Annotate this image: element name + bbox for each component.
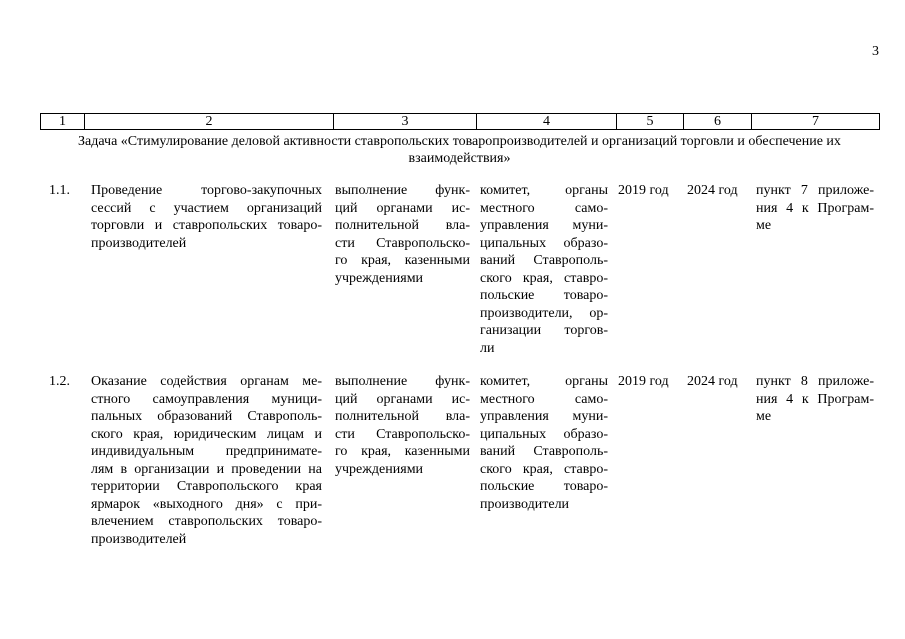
text-line: управления муни- [480,218,608,233]
task-heading-line-2: взаимодействия» [408,151,511,166]
text-line: полнительной вла- [335,409,470,424]
text-line: ципальных образо- [480,235,608,251]
row-number: 1.1. [49,183,70,198]
indicator-link [756,182,874,235]
text-line: учреждениями [335,461,424,477]
text-line: Проведение торгово-закупочных [91,183,322,198]
text-line: го края, казенными [335,253,470,268]
indicator-link [756,373,874,426]
text-line: ций органами ис- [335,391,470,407]
end-year: 2024 год [687,374,738,389]
text-line: ского края, юридическим лицам и [91,426,322,442]
task-heading [40,133,879,167]
text-line: индивидуальным предпринимате- [91,444,322,459]
text-line: местного само- [480,200,608,216]
page-number: 3 [872,44,879,59]
text-line: пункт 7 приложе- [756,183,874,198]
column-number-5: 5 [617,114,684,130]
column-number-4: 4 [477,114,617,130]
text-line: территории Ставропольского края [91,479,322,494]
column-number-7: 7 [752,114,880,130]
responsible-executor [335,182,470,287]
text-line: польские товаро- [480,479,608,494]
text-line: ганизации торгов- [480,323,608,338]
text-line: пункт 8 приложе- [756,374,874,389]
text-line: влечением ставропольских товаро- [91,514,322,529]
activity-description [91,373,322,548]
text-line: ли [480,340,495,356]
start-year: 2019 год [618,374,669,389]
text-line: полнительной вла- [335,218,470,233]
text-line: сессий с участием организаций [91,200,322,216]
text-line: польские товаро- [480,288,608,303]
text-line: ского края, ставро- [480,270,608,286]
text-line: комитет, органы [480,374,608,389]
text-line: комитет, органы [480,183,608,198]
end-year: 2024 год [687,183,738,198]
text-line: ярмарок «выходного дня» с при- [91,496,322,512]
text-line: ваний Ставрополь- [480,444,608,459]
text-line: производителей [91,531,187,547]
text-line: ния 4 к Програм- [756,391,874,407]
text-line: ваний Ставрополь- [480,253,608,268]
column-number-1: 1 [41,114,85,130]
text-line: ципальных образо- [480,426,608,442]
text-line: торговли и ставропольских товаро- [91,218,322,233]
text-line: ций органами ис- [335,200,470,216]
text-line: ме [756,218,772,233]
text-line: выполнение функ- [335,374,470,389]
participants [480,182,608,357]
text-line: Оказание содействия органам ме- [91,374,322,389]
task-heading-line-1: Задача «Стимулирование деловой активности ставропольских товаропроизводителей и организаций торговли и обеспечение их [78,134,841,149]
row-number: 1.2. [49,374,70,389]
text-line: производители [480,496,570,512]
column-number-2: 2 [85,114,334,130]
text-line: ского края, ставро- [480,461,608,477]
participants [480,373,608,513]
start-year: 2019 год [618,183,669,198]
text-line: производители, ор- [480,305,608,321]
text-line: производителей [91,235,187,251]
column-number-header [40,113,880,130]
text-line: лям в организации и проведении на [91,461,322,477]
column-number-6: 6 [684,114,752,130]
text-line: пальных образований Ставрополь- [91,409,322,424]
activity-description [91,182,322,252]
text-line: ния 4 к Програм- [756,200,874,216]
text-line: сти Ставропольско- [335,235,470,251]
text-line: учреждениями [335,270,424,286]
text-line: местного само- [480,391,608,407]
text-line: управления муни- [480,409,608,424]
text-line: го края, казенными [335,444,470,459]
column-number-3: 3 [334,114,477,130]
text-line: сти Ставропольско- [335,426,470,442]
text-line: ме [756,409,772,424]
text-line: стного самоуправления муници- [91,391,322,407]
text-line: выполнение функ- [335,183,470,198]
responsible-executor [335,373,470,478]
